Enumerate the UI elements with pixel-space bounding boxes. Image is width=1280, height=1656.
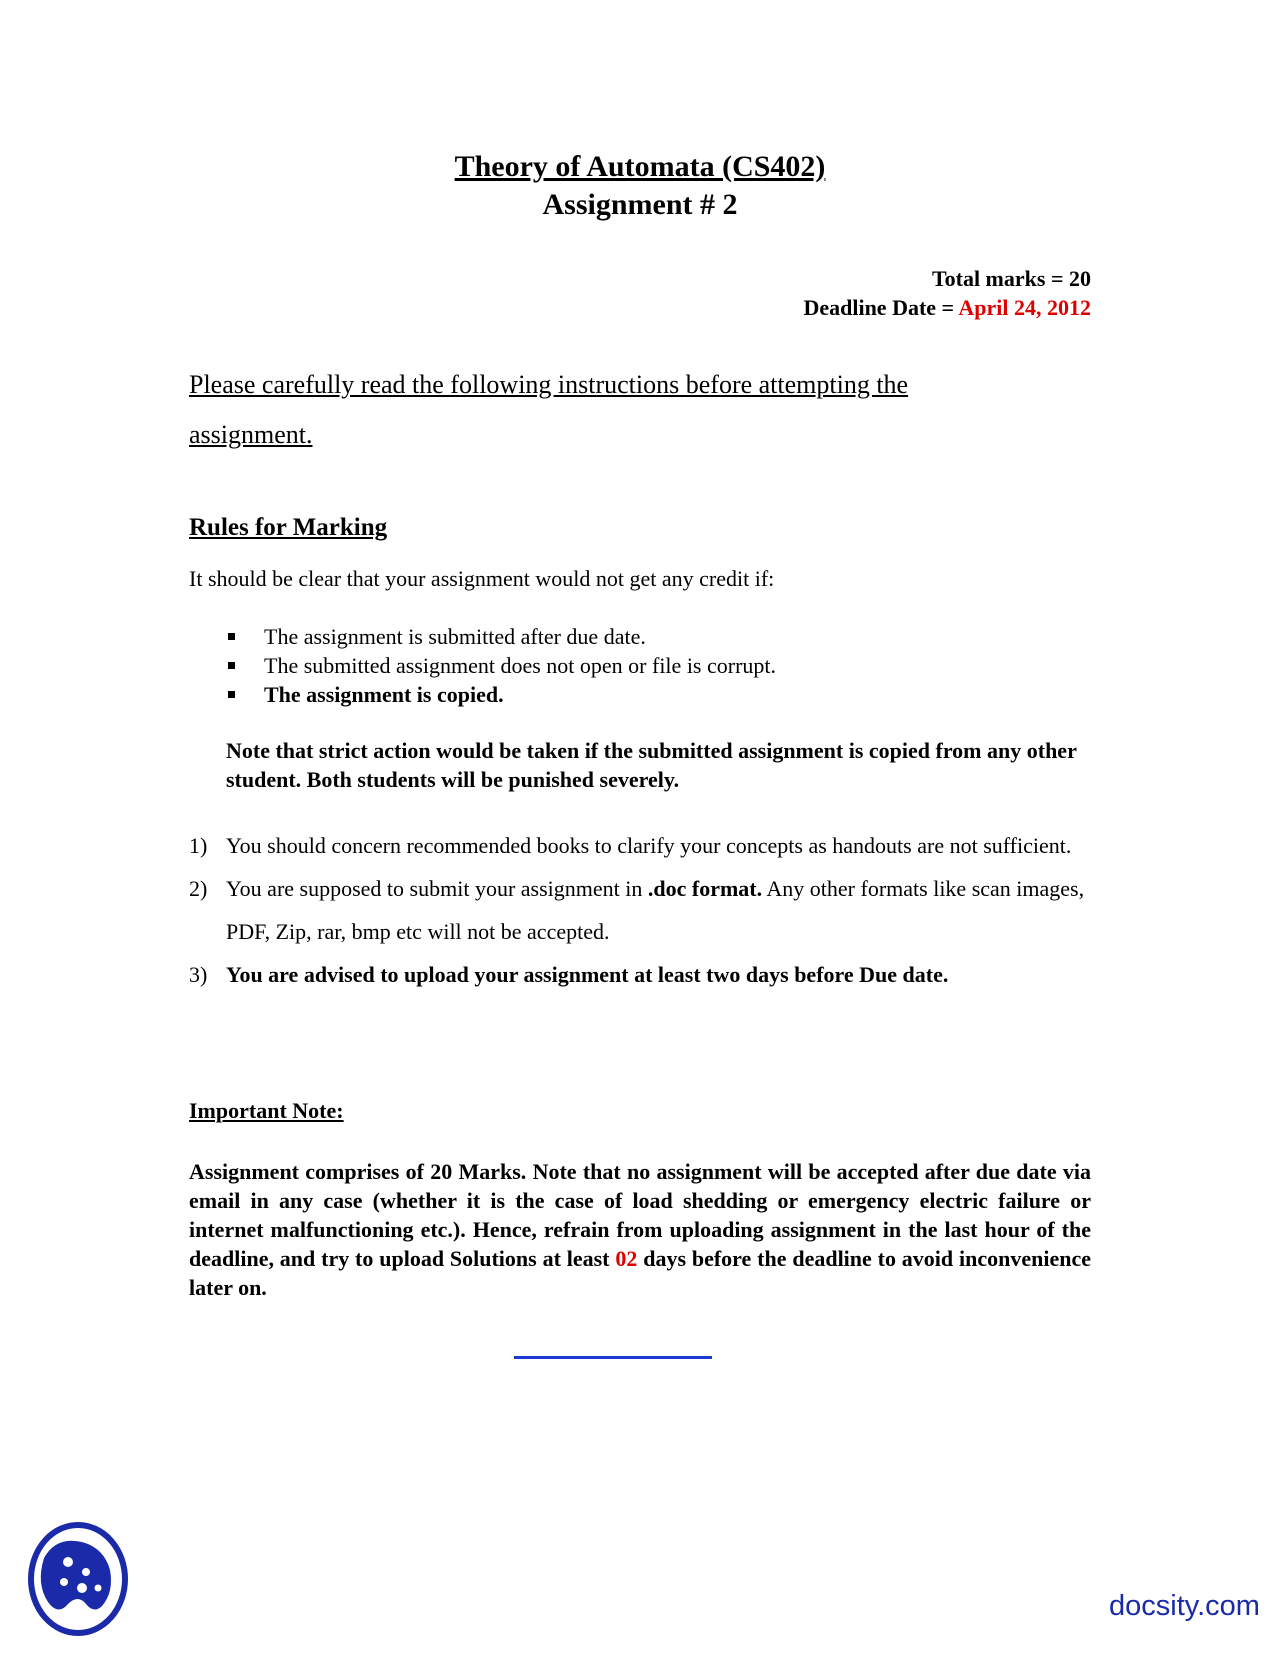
document-title: Theory of Automata (CS402) [454,150,826,183]
bullet-square-icon [228,662,235,669]
list-item [189,824,1089,867]
important-note-text: Assignment comprises of 20 Marks. Note that no assignment will be accepted after due date via email in any case (whether it is the case of load shedding or emergency electric failure or internet malfunctioning etc.). Hence, refrain from uploading assignment in the last hour of the deadline, and try to upload Solutions at least 02 days before the deadline to avoid inconvenience later on. [189,1159,1091,1300]
deadline-label: Deadline Date = [803,295,959,320]
list-item: The assignment is copied. [224,680,776,709]
docsity-brand-link[interactable]: docsity.com [1109,1590,1260,1622]
instructions-text: Please carefully read the following instructions before attempting the assignment. [189,370,909,449]
rules-heading: Rules for Marking [189,514,388,541]
docsity-logo-icon[interactable] [24,1520,132,1638]
strict-action-note: Note that strict action would be taken if the submitted assignment is copied from any other student. Both students will be punished severely. [226,738,1077,792]
document-subtitle: Assignment # 2 [542,188,738,221]
bullet-square-icon [228,691,235,698]
important-note-heading: Important Note: [189,1098,344,1123]
item-text: You should concern recommended books to clarify your concepts as handouts are not sufficient. [226,833,1072,858]
list-item [189,953,1089,996]
rules-intro: It should be clear that your assignment would not get any credit if: [189,566,775,591]
rules-bullet-list [224,622,776,709]
list-item: The assignment is submitted after due date. [224,622,776,651]
days-highlight: 02 [615,1246,638,1271]
list-item [189,867,1089,953]
total-marks: Total marks = 20 [931,266,1091,291]
title-block [0,148,1280,224]
item-text: You are advised to upload your assignment at least two days before Due date. [226,962,949,987]
deadline-line [803,293,1091,322]
doc-format-emphasis: .doc format. [647,876,763,901]
numbered-instructions [189,824,1089,996]
bullet-square-icon [228,633,235,640]
item-number: 2) [189,876,208,901]
item-text: You are supposed to submit your assignment in .doc format. Any other formats like scan images, PDF, Zip, rar, bmp etc will not be accepted. [226,876,1085,944]
item-number: 3) [189,962,208,987]
list-item: The submitted assignment does not open or file is corrupt. [224,651,776,680]
assignment-meta [803,264,1091,322]
item-number: 1) [189,833,208,858]
deadline-value: April 24, 2012 [958,295,1091,320]
divider [514,1356,712,1359]
